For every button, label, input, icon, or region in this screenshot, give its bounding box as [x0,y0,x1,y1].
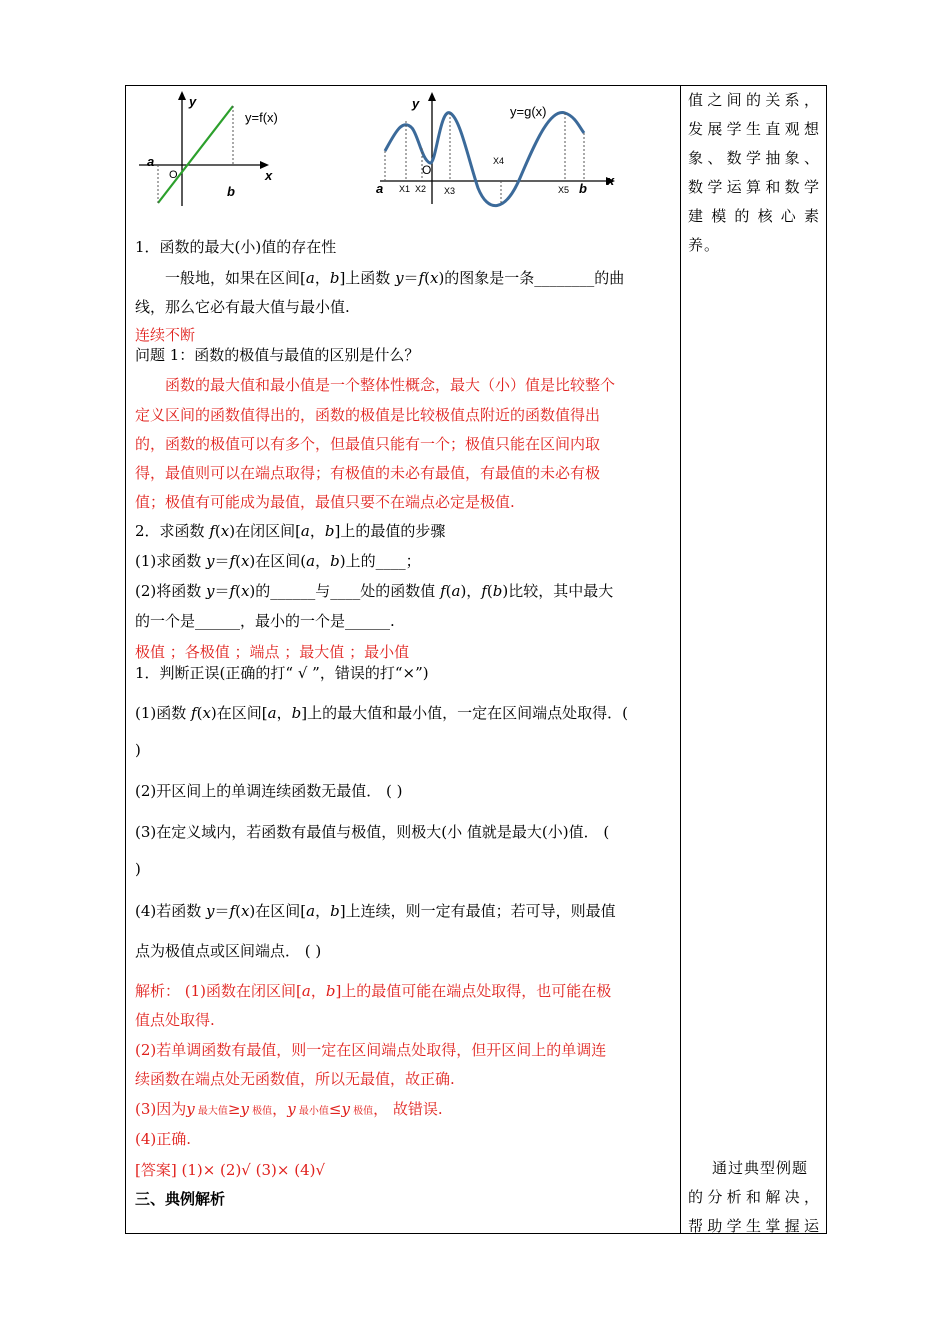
step2-line2: 的一个是______，最小的一个是______. [135,612,395,630]
g2-origin-label: O [422,163,432,177]
answer-key: [答案] (1)× (2)√ (3)× (4)√ [135,1161,326,1179]
note-line: 养。 [688,236,721,254]
section2-answers: 极值 ；各极值 ；端点 ；最大值 ；最小值 [135,643,410,661]
answer1-line5: 值；极值有可能成为最值，最值只要不在端点必定是极值. [135,493,515,511]
judge-q1-line2: ) [135,741,141,759]
g2-b-label: b [579,181,587,196]
notes-bottom [688,1154,820,1241]
judge-q4-line2: 点为极值点或区间端点． ( ) [135,942,322,960]
section3-title: 三、典例解析 [135,1190,226,1208]
judge-q3-line1: (3)在定义域内，若函数有最值与极值，则极大(小 值就是最大(小)值． ( [135,823,610,841]
g1-y-label: y [189,94,197,109]
note-line: 数学运算和数学 [688,178,820,196]
step1: (1)求函数 y＝f(x)在区间(a，b)上的____； [135,552,421,570]
g1-origin-label: O [169,169,178,181]
section1-answer: 连续不断 [135,326,196,344]
g2-a-label: a [376,181,384,196]
section1-title: 1．函数的最大(小)值的存在性 [135,238,337,256]
judge-q4-line1: (4)若函数 y＝f(x)在区间[a，b]上连续，则一定有最值；若可导，则最值 [135,902,616,920]
judge-q2: (2)开区间上的单调连续函数无最值． ( ) [135,782,403,800]
g2-y-label: y [412,96,420,111]
column-divider [680,86,681,1233]
note-line: 值之间的关系， [688,91,820,109]
g2-x2-label: X2 [415,184,427,194]
note-line: 通过典型例题 [712,1159,809,1177]
section2-title: 2．求函数 f(x)在闭区间[a，b]上的最值的步骤 [135,522,446,540]
g2-x5-label: X5 [558,185,570,195]
judge-q3-line2: ) [135,860,141,878]
note-line: 象、数学抽象、 [688,149,820,167]
analysis-line6: (4)正确. [135,1130,192,1148]
g1-x-label: x [265,168,273,183]
notes-top [688,86,820,260]
question1: 问题 1：函数的极值与最值的区别是什么？ [135,346,420,364]
content-column [135,86,672,1233]
g2-x-label: x [607,173,615,188]
note-line: 发展学生直观想 [688,120,820,138]
section1-para-line1: 一般地，如果在区间[a，b]上函数 y＝f(x)的图象是一条________的曲 [165,269,625,287]
analysis-line4: 续函数在端点处无函数值，所以无最值，故正确. [135,1070,455,1088]
g2-x3-label: X3 [444,186,456,196]
graph-f [137,88,287,210]
analysis-line5: (3)因为y 最大值≥y 极值，y 最小值≤y 极值， 故错误. [135,1100,443,1118]
judge-title: 1．判断正误(正确的打“ √ ”，错误的打“×”) [135,664,429,682]
answer1-line1: 函数的最大值和最小值是一个整体性概念，最大（小）值是比较整个 [165,376,616,394]
graph-g [360,88,625,210]
note-line: 建模的核心素 [688,207,820,225]
section1-para-line2: 线，那么它必有最大值与最小值. [135,298,350,316]
judge-q1-line1: (1)函数 f(x)在区间[a，b]上的最大值和最小值，一定在区间端点处取得．( [135,704,628,722]
g1-a-label: a [147,154,155,169]
lesson-table [125,85,827,1234]
g2-func-label: y=g(x) [510,104,547,119]
step2-line1: (2)将函数 y＝f(x)的______与____处的函数值 f(a)，f(b)比较，其中最大 [135,582,614,600]
analysis-line3: (2)若单调函数有最值，则一定在区间端点处取得，但开区间上的单调连 [135,1041,607,1059]
answer1-line2: 定义区间的函数值得出的，函数的极值是比较极值点附近的函数值得出 [135,406,601,424]
note-line: 的分析和解决， [688,1188,820,1206]
answer1-line4: 得，最值则可以在端点取得；有极值的未必有最值，有最值的未必有极 [135,464,601,482]
g2-x1-label: X1 [399,184,411,194]
g1-b-label: b [227,184,235,199]
g2-x4-label: X4 [493,156,505,166]
notes-column [688,86,820,1233]
line-fx [158,106,233,203]
analysis-line1: 解析： (1)函数在闭区间[a，b]上的最值可能在端点处取得，也可能在极 [135,982,612,1000]
answer1-line3: 的，函数的极值可以有多个，但最值只能有一个；极值只能在区间内取 [135,435,601,453]
note-line: 帮助学生掌握运 [688,1217,820,1235]
g1-func-label: y=f(x) [245,110,278,125]
analysis-line2: 值点处取得. [135,1011,215,1029]
